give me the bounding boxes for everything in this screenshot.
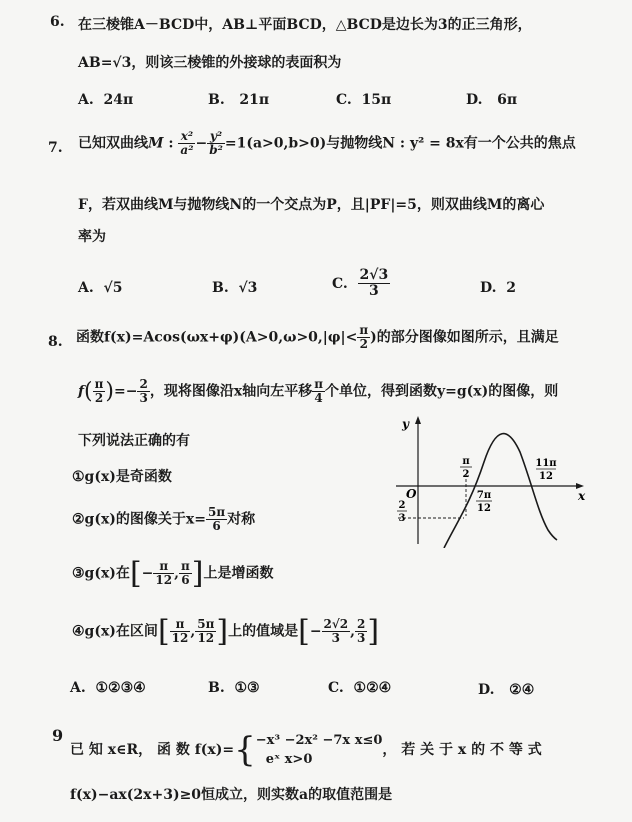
origin-label: O — [406, 487, 417, 501]
q8-option-d: D. ②④ — [478, 682, 535, 698]
q6-line2: AB=√3，则该三棱锥的外接球的表面积为 — [78, 55, 342, 71]
q8-statement-1: ①g(x)是奇函数 — [72, 469, 172, 485]
q8-statement-4: ④g(x)在区间[ $\frac{\pi}{12}$ , $\frac{5\pi}{12}$ ]上的值域是[− $\frac{2√2}{3}$ , $\frac{2}{3}$ ] — [72, 614, 380, 649]
q9-line1: 已 知 x∈R， 函 数 f(x)={ −x³ −2x² −7x x≤0 eˣ x>0 ， 若 关 于 x 的 不 等 式 — [70, 730, 542, 770]
q8-number: 8. — [48, 334, 63, 350]
q8-line1: 函数f(x)=Acos(ωx+φ)(A>0,ω>0,|φ|< $\frac{\pi}{2}$ )的部分图像如图所示，且满足 — [76, 323, 559, 352]
q6-option-c: C. 15π — [336, 92, 392, 108]
q8-option-b: B. ①③ — [208, 680, 260, 696]
q8-option-a: A. ①②③④ — [70, 680, 146, 696]
q8-option-c: C. ①②④ — [328, 680, 392, 696]
y-axis-arrow — [415, 416, 421, 424]
tick-pi-2-den: 2 — [462, 469, 470, 480]
q7-line3: 率为 — [78, 229, 106, 245]
q8-statement-2: ②g(x)的图像关于x= $\frac{5\pi}{6}$ 对称 — [72, 505, 256, 534]
cosine-curve — [444, 434, 557, 548]
q6-number: 6. — [50, 14, 65, 30]
q8-statement-3: ③g(x)在[− $\frac{\pi}{12}$ , $\frac{\pi}{6}$ ]上是增函数 — [72, 556, 274, 591]
q6-option-b: B. 21π — [208, 92, 270, 108]
q6-option-a: A. 24π — [78, 92, 134, 108]
q7-option-d: D. 2 — [480, 280, 517, 296]
tick-neg-2-3-den: 3 — [398, 513, 406, 524]
tick-7pi-12-num: 7π — [476, 490, 492, 501]
q9-line2: f(x)−ax(2x+3)≥0恒成立，则实数a的取值范围是 — [70, 787, 393, 803]
q9-piecewise-cases: −x³ −2x² −7x x≤0 eˣ x>0 — [255, 732, 383, 767]
q8-line2: f( $\frac{\pi}{2}$ )=− $\frac{2}{3}$ ，现将图像沿x轴向左平移 $\frac{\pi}{4}$ 个单位，得到函数y=g(x)的图像，则 — [78, 377, 559, 406]
tick-neg-2-3-num: 2 — [398, 500, 406, 511]
q6-line1: 在三棱锥A－BCD中，AB⊥平面BCD，△BCD是边长为3的正三角形， — [78, 17, 532, 33]
q6-option-d: D. 6π — [466, 92, 518, 108]
q7-line1: 已知双曲线M : $\frac{\text{x²}}{\text{a²}}$ − $\frac{\text{y²}}{\text{b²}}$ =1(a>0,b>0)与抛物线N : y² = 8x有一个公共的焦点 — [78, 129, 576, 158]
tick-pi-2-num: π — [462, 456, 470, 467]
q8-line3: 下列说法正确的有 — [78, 433, 190, 449]
q7-line2: F，若双曲线M与抛物线N的一个交点为P，且|PF|=5，则双曲线M的离心 — [78, 197, 545, 213]
tick-11pi-12-den: 12 — [539, 471, 553, 482]
tick-11pi-12-num: 11π — [535, 458, 557, 469]
q8-cosine-graph — [392, 412, 588, 548]
q7-number: 7. — [48, 140, 63, 156]
tick-7pi-12-den: 12 — [477, 503, 491, 514]
y-axis-label: y — [402, 417, 409, 431]
x-axis-label: x — [578, 489, 586, 503]
q7-option-c: C. $\frac{2√3}{3}$ — [332, 267, 389, 300]
q7-option-a: A. √5 — [78, 280, 123, 296]
q7-option-b: B. √3 — [212, 280, 258, 296]
q9-number: 9 — [52, 726, 64, 745]
